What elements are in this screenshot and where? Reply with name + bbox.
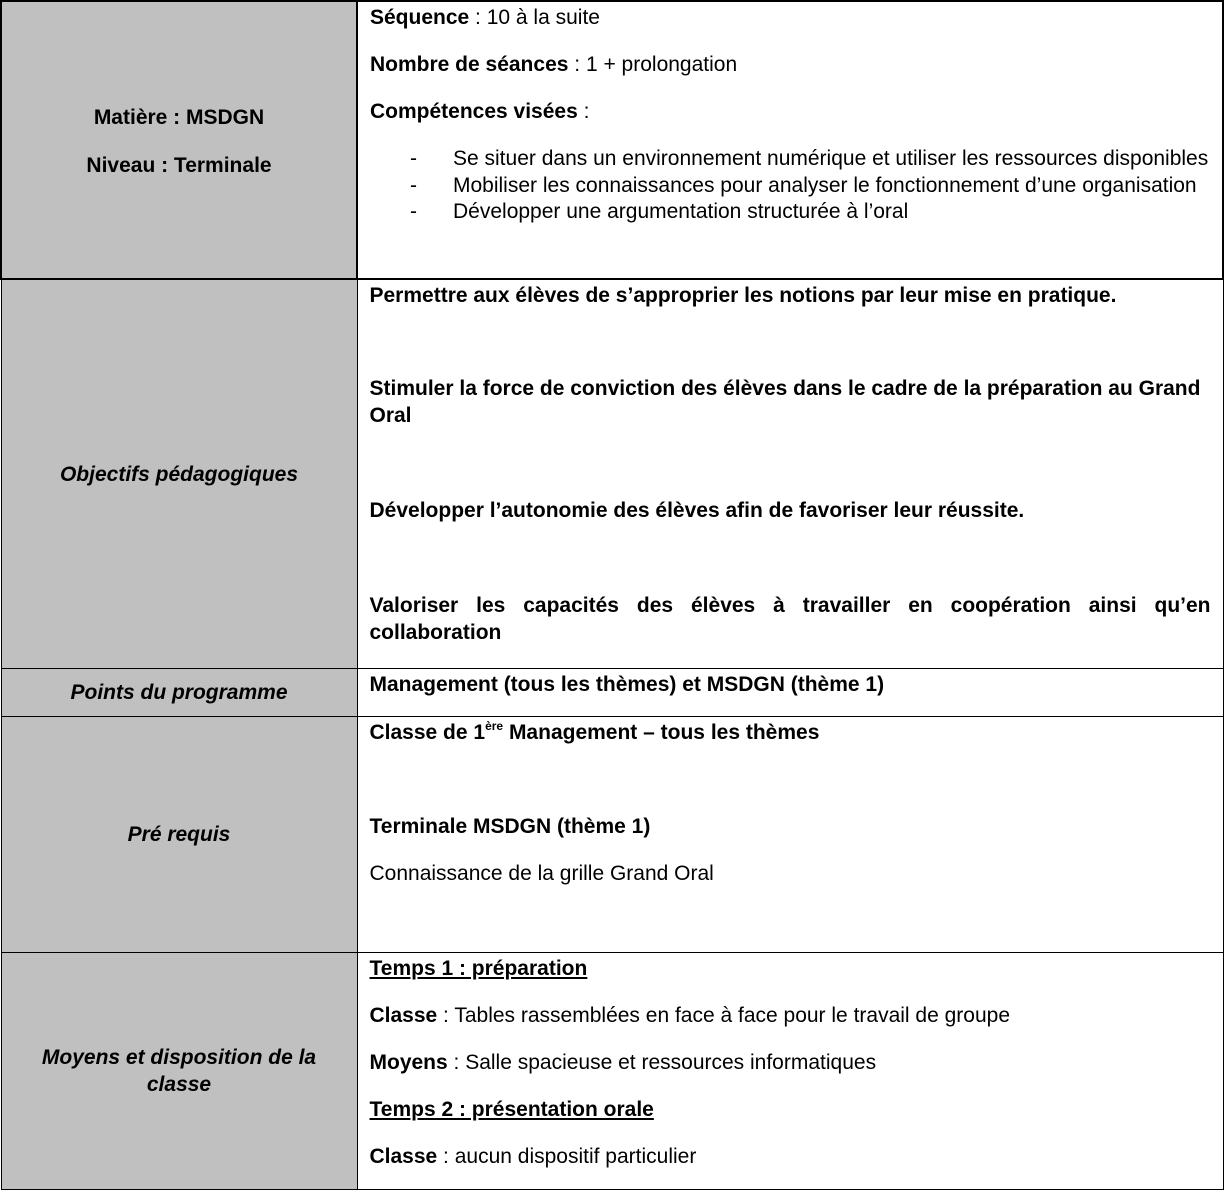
subject-label: Matière : MSDGN — [93, 105, 265, 129]
class-label: Classe — [369, 1004, 438, 1027]
list-item — [370, 199, 1210, 226]
means-content-cell — [357, 953, 1223, 1190]
prerequisites-label-cell — [1, 717, 357, 953]
prerequisite-terminale: Terminale MSDGN (thème 1) — [369, 815, 651, 838]
prerequisite-prefix: Classe de 1 — [369, 721, 486, 744]
skills-list — [370, 146, 1210, 226]
objective-item: Développer l’autonomie des élèves afin de favoriser leur réussite. — [369, 499, 1025, 522]
skills-label: Compétences visées — [370, 100, 578, 123]
skills-line — [370, 98, 1210, 125]
class-arrangement-line — [370, 1002, 1211, 1029]
table-row-objectives — [1, 279, 1223, 669]
objectives-label-cell — [1, 279, 357, 669]
sessions-value: : 1 + prolongation — [568, 53, 738, 76]
program-value: Management (tous les thèmes) et MSDGN (thème 1) — [369, 673, 885, 696]
means-label: Moyens et disposition de la classe — [41, 1046, 317, 1096]
level-label: Niveau : Terminale — [86, 153, 272, 177]
table-row-program — [1, 669, 1223, 717]
list-item — [370, 146, 1210, 173]
sessions-line — [370, 51, 1210, 78]
program-label: Points du programme — [70, 681, 288, 704]
means-item-value: : Salle spacieuse et ressources informatiques — [447, 1051, 877, 1074]
means-label-cell — [1, 953, 357, 1190]
class-arrangement-line-2 — [370, 1143, 1211, 1170]
sequence-line — [370, 4, 1210, 31]
objective-item: Valoriser les capacités des élèves à travailler en coopération ainsi qu’en collaboration — [369, 594, 1211, 644]
dash-marker: - — [410, 200, 417, 223]
prerequisite-grid: Connaissance de la grille Grand Oral — [369, 862, 714, 885]
objectives-content-cell — [357, 279, 1223, 669]
objective-item: Stimuler la force de conviction des élèves dans le cadre de la préparation au Grand Oral — [369, 377, 1201, 427]
skill-text: Se situer dans un environnement numérique et utiliser les ressources disponibles — [453, 147, 1209, 170]
table-row-means — [1, 953, 1223, 1190]
time1-title: Temps 1 : préparation — [369, 957, 588, 980]
sequence-value: : 10 à la suite — [469, 6, 600, 29]
sequence-label: Séquence — [370, 6, 470, 29]
skill-text: Mobiliser les connaissances pour analyser le fonctionnement d’une organisation — [453, 173, 1197, 197]
class-value: : Tables rassemblées en face à face pour le travail de groupe — [437, 1004, 1011, 1027]
program-content-cell — [357, 669, 1223, 717]
means-line — [370, 1049, 1211, 1076]
objective-item: Permettre aux élèves de s’approprier les notions par leur mise en pratique. — [369, 284, 1117, 307]
sequence-info-cell — [357, 1, 1223, 279]
class-value: : aucun dispositif particulier — [437, 1145, 697, 1168]
prerequisite-suffix: Management – tous les thèmes — [503, 721, 820, 744]
sessions-label: Nombre de séances — [370, 53, 569, 76]
subject-level-cell — [1, 1, 357, 279]
prerequisite-first-year — [370, 719, 1211, 746]
objectives-label: Objectifs pédagogiques — [59, 462, 299, 486]
time2-title: Temps 2 : présentation orale — [369, 1098, 654, 1121]
prerequisites-content-cell — [357, 717, 1223, 953]
skill-text: Développer une argumentation structurée à l’oral — [453, 200, 909, 223]
program-label-cell — [1, 669, 357, 717]
means-item-label: Moyens — [369, 1051, 448, 1074]
prerequisites-label: Pré requis — [127, 823, 231, 846]
class-label: Classe — [369, 1145, 438, 1168]
prerequisite-sup: ère — [485, 719, 504, 733]
table-row-header — [1, 1, 1223, 279]
table-row-prerequisites — [1, 717, 1223, 953]
dash-marker: - — [410, 173, 417, 197]
list-item — [370, 173, 1210, 200]
dash-marker: - — [410, 147, 417, 170]
skills-suffix: : — [577, 100, 590, 123]
